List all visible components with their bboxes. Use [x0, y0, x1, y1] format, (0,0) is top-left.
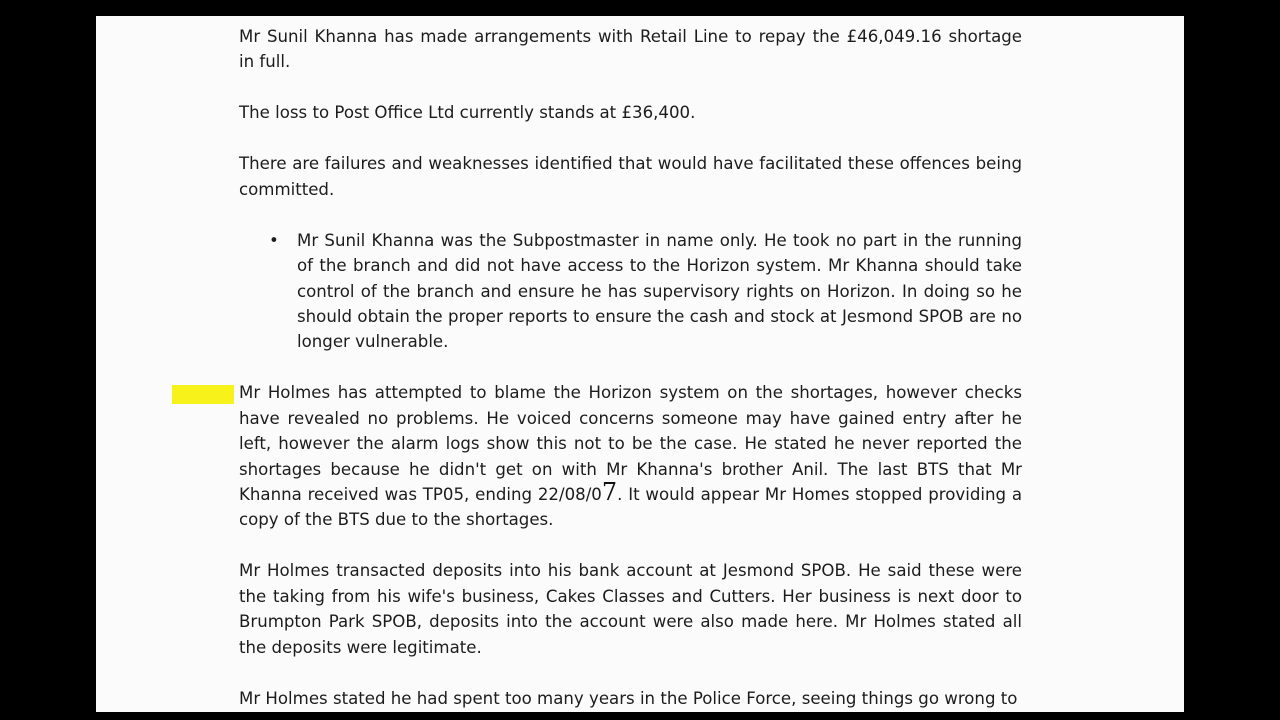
highlight-marker — [172, 385, 234, 404]
list-item — [269, 228, 1022, 355]
paragraph-repayment: Mr Sunil Khanna has made arrangements with Retail Line to repay the £46,049.16 shortage in full. — [239, 27, 1022, 72]
bullet-text: Mr Sunil Khanna was the Subpostmaster in name only. He took no part in the running of the branch and did not have access to the Horizon system. Mr Khanna should take control of the branch and ensure he has supervisory rights on Horizon. In doing so he should obtain the proper reports to ensure the cash and stock at Jesmond SPOB are no longer vulnerable. — [297, 230, 1022, 352]
failures-list — [239, 228, 1022, 355]
paragraph-horizon-blame — [239, 380, 1022, 532]
paragraph-loss: The loss to Post Office Ltd currently stands at £36,400. — [239, 103, 696, 123]
paragraph-police: Mr Holmes stated he had spent too many years in the Police Force, seeing things go wrong to — [239, 688, 1018, 708]
document-content — [239, 24, 1022, 712]
document-page[interactable] — [96, 16, 1184, 712]
handwritten-correction: 7 — [601, 478, 618, 507]
paragraph-failures: There are failures and weaknesses identified that would have facilitated these offences being committed. — [239, 154, 1022, 199]
paragraph-horizon-text: Mr Holmes has attempted to blame the Horizon system on the shortages, however checks have revealed no problems. He voiced concerns someone may have gained entry after he left, however the alarm logs show this not to be the case. He stated he never reported the shortages because he didn't get on with Mr Khanna's brother Anil. The last BTS that Mr Khanna received was TP05, ending 22/08/0 — [239, 383, 1022, 505]
paragraph-deposits: Mr Holmes transacted deposits into his bank account at Jesmond SPOB. He said these were the taking from his wife's business, Cakes Classes and Cutters. Her business is next door to Brumpton Park SPOB, deposits into the account were also made here. Mr Holmes stated all the deposits were legitimate. — [239, 561, 1022, 657]
bullet-dot-icon: • — [269, 230, 279, 250]
paragraph-horizon-text-end: . It would appear Mr Homes stopped providing a copy of the BTS due to the shortages. — [239, 485, 1022, 530]
